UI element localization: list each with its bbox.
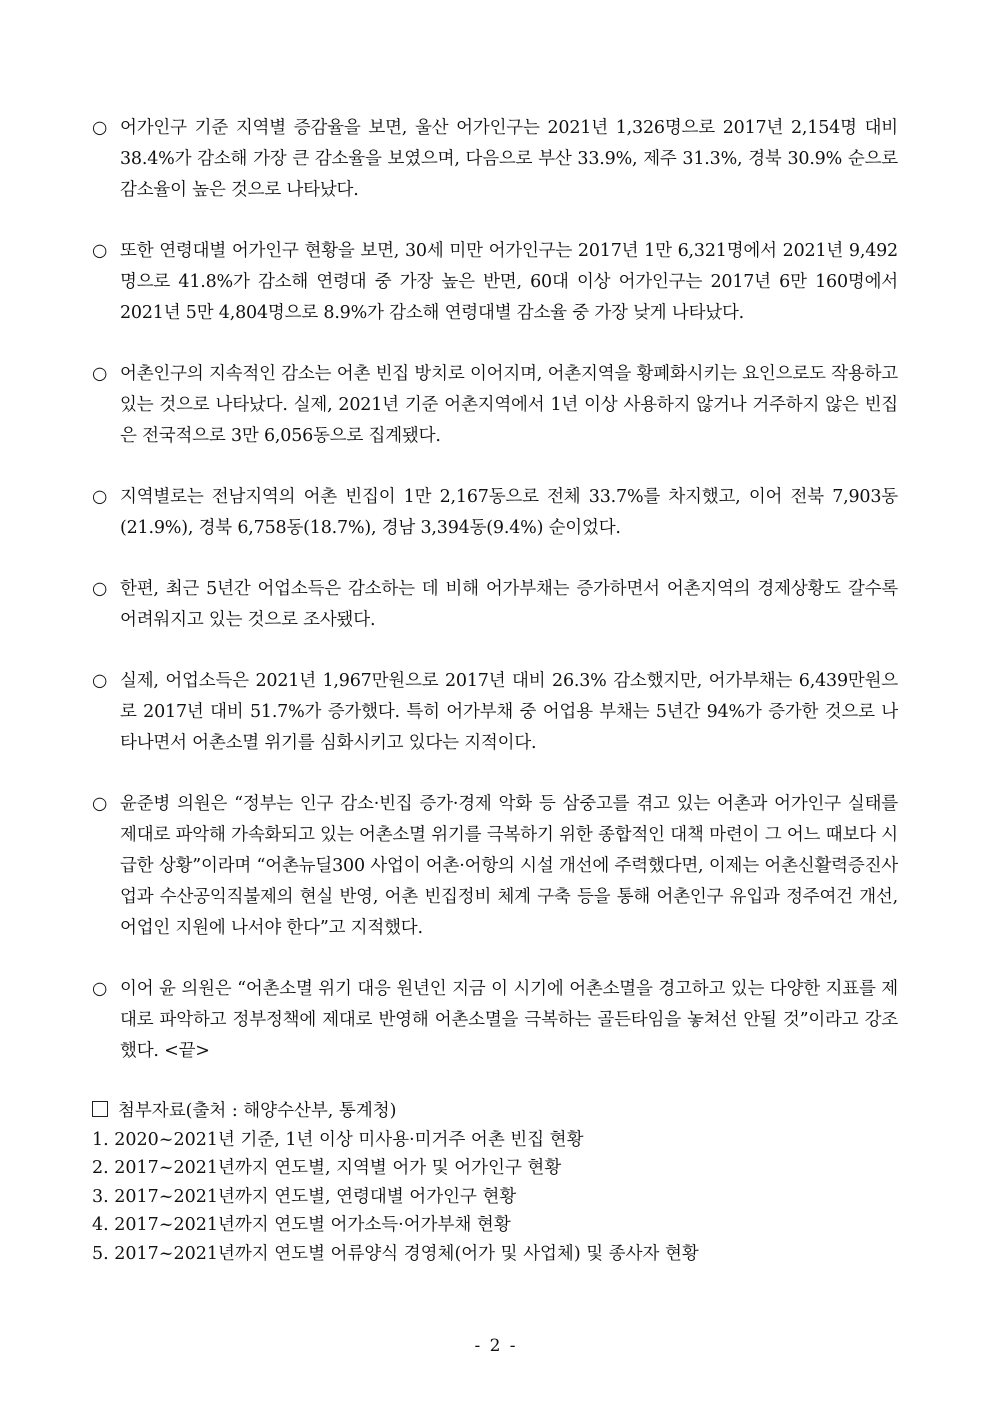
paragraph-age-group-population: [92, 236, 898, 329]
attachment-item: 1. 2020~2021년 기준, 1년 이상 미사용·미거주 어촌 빈집 현황: [92, 1129, 584, 1150]
circle-bullet-icon: ○: [92, 241, 108, 261]
attachment-item: 2. 2017~2021년까지 연도별, 지역별 어가 및 어가인구 현황: [92, 1158, 562, 1178]
paragraph-income-and-debt: [92, 666, 898, 759]
paragraph-text: 한편, 최근 5년간 어업소득은 감소하는 데 비해 어가부채는 증가하면서 어촌지역의 경제상황도 갈수록 어려워지고 있는 것으로 조사됐다.: [120, 579, 898, 630]
paragraph-closing-statement: [92, 974, 898, 1067]
attachment-item: 5. 2017~2021년까지 연도별 어류양식 경영체(어가 및 사업체) 및 종사자 현황: [92, 1243, 699, 1264]
attachment-item: 3. 2017~2021년까지 연도별, 연령대별 어가인구 현황: [92, 1186, 517, 1207]
paragraph-text: 어촌인구의 지속적인 감소는 어촌 빈집 방치로 이어지며, 어촌지역을 황폐화시키는 요인으로도 작용하고 있는 것으로 나타났다. 실제, 2021년 기준 어촌지역에서 1년 이상 사용하지 않거나 거주하지 않은 빈집은 전국적으로 3만 6,056동으로 집계됐다.: [120, 364, 898, 446]
paragraph-text: 지역별로는 전남지역의 어촌 빈집이 1만 2,167동으로 전체 33.7%를 차지했고, 이어 전북 7,903동(21.9%), 경북 6,758동(18.7%), 경남 3,394동(9.4%) 순이었다.: [120, 487, 898, 538]
circle-bullet-icon: ○: [92, 794, 108, 814]
paragraph-text: 윤준병 의원은 “정부는 인구 감소·빈집 증가·경제 악화 등 삼중고를 겪고 있는 어촌과 어가인구 실태를 제대로 파악해 가속화되고 있는 어촌소멸 위기를 극복하기 위한 종합적인 대책 마련이 그 어느 때보다 시급한 상황”이라며 “어촌뉴딜300 사업이 어촌·어항의 시설 개선에 주력했다면, 이제는 어촌신활력증진사업과 수산공익직불제의 현실 반영, 어촌 빈집정비 체계 구축 등을 통해 어촌인구 유입과 정주여건 개선, 어업인 지원에 나서야 한다”고 지적했다.: [120, 794, 898, 938]
circle-bullet-icon: ○: [92, 118, 108, 138]
circle-bullet-icon: ○: [92, 979, 108, 999]
circle-bullet-icon: ○: [92, 671, 108, 691]
paragraph-regional-vacant-houses: [92, 482, 898, 544]
paragraph-text: 실제, 어업소득은 2021년 1,967만원으로 2017년 대비 26.3% 감소했지만, 어가부채는 6,439만원으로 2017년 대비 51.7%가 증가했다. 특히 어가부채 중 어업용 부채는 5년간 94%가 증가한 것으로 나타나면서 어촌소멸 위기를 심화시키고 있다는 지적이다.: [120, 671, 898, 753]
paragraph-lawmaker-statement: [92, 789, 898, 944]
circle-bullet-icon: ○: [92, 364, 108, 384]
attachment-item: 4. 2017~2021년까지 연도별 어가소득·어가부채 현황: [92, 1215, 511, 1235]
attachments-heading: [92, 1097, 898, 1126]
checkbox-square-icon: [92, 1101, 108, 1117]
attachments-heading-text: 첨부자료(출처 : 해양수산부, 통계청): [118, 1101, 397, 1121]
circle-bullet-icon: ○: [92, 487, 108, 507]
document-body: [92, 113, 898, 1268]
paragraph-text: 또한 연령대별 어가인구 현황을 보면, 30세 미만 어가인구는 2017년 1만 6,321명에서 2021년 9,492명으로 41.8%가 감소해 연령대 중 가장 높은 반면, 60대 이상 어가인구는 2017년 6만 160명에서 2021년 5만 4,804명으로 8.9%가 감소해 연령대별 감소율 중 가장 낮게 나타났다.: [120, 241, 898, 323]
page-number: - 2 -: [474, 1336, 518, 1356]
paragraph-economic-situation: [92, 574, 898, 636]
paragraph-text: 어가인구 기준 지역별 증감율을 보면, 울산 어가인구는 2021년 1,326명으로 2017년 2,154명 대비 38.4%가 감소해 가장 큰 감소율을 보였으며, 다음으로 부산 33.9%, 제주 31.3%, 경북 30.9% 순으로 감소율이 높은 것으로 나타났다.: [120, 118, 898, 200]
paragraph-vacant-houses: [92, 359, 898, 452]
attachments-section: [92, 1097, 898, 1268]
paragraph-text: 이어 윤 의원은 “어촌소멸 위기 대응 원년인 지금 이 시기에 어촌소멸을 경고하고 있는 다양한 지표를 제대로 파악하고 정부정책에 제대로 반영해 어촌소멸을 극복하는 골든타임을 놓쳐선 안될 것”이라고 강조했다. <끝>: [120, 979, 898, 1061]
circle-bullet-icon: ○: [92, 579, 108, 599]
paragraph-regional-population-decline: [92, 113, 898, 206]
